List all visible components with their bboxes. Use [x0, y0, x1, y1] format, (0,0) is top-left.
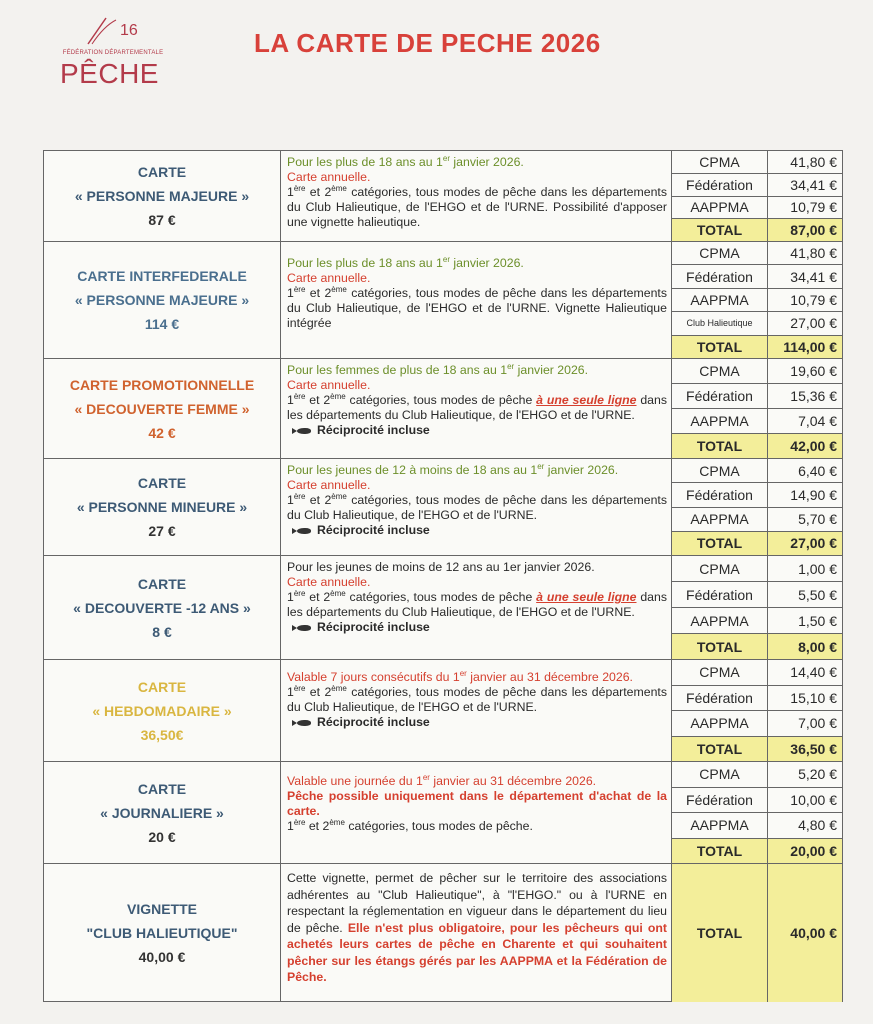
card-description: Pour les jeunes de 12 à moins de 18 ans au 1er janvier 2026. Carte annuelle. 1ère et 2ème catégories, tous modes de pêche dans les départements du Club Halieutique, de l'EHGO et de l'URNE. Réciprocité incluse [287, 461, 667, 537]
price-breakdown: CPMA 14,40 € Fédération 15,10 € AAPPMA 7,00 € TOTAL 36,50 € [671, 660, 842, 761]
total-row: TOTAL 8,00 € [672, 634, 842, 659]
total-row: TOTAL 27,00 € [672, 532, 842, 555]
card-price: 114 € [144, 316, 180, 332]
federation-logo [58, 8, 168, 88]
card-row-vignette [44, 864, 842, 1002]
fish-icon [297, 720, 311, 726]
price-breakdown: CPMA 6,40 € Fédération 14,90 € AAPPMA 5,70 € TOTAL 27,00 € [671, 459, 842, 555]
price-breakdown: CPMA 5,20 € Fédération 10,00 € AAPPMA 4,80 € TOTAL 20,00 € [671, 762, 842, 863]
total-row: TOTAL 87,00 € [672, 219, 842, 241]
card-row-mineure [44, 459, 842, 556]
total-row: TOTAL 40,00 € [672, 864, 842, 1002]
card-price: 40,00 € [138, 949, 186, 965]
card-row-decouverte-12 [44, 556, 842, 660]
card-name-line1: CARTE PROMOTIONNELLE [69, 376, 255, 393]
card-name-line2: « PERSONNE MINEURE » [76, 499, 248, 515]
card-name-line2: « PERSONNE MAJEURE » [74, 292, 250, 308]
price-breakdown [671, 864, 842, 1002]
card-name [44, 864, 281, 1002]
price-grid [43, 150, 843, 1002]
card-name-line1: CARTE [137, 780, 187, 797]
card-row-decouverte-femme [44, 359, 842, 459]
card-price: 36,50€ [140, 726, 184, 743]
card-name [44, 242, 281, 358]
card-name-line1: CARTE [137, 575, 187, 592]
card-row-majeure [44, 151, 842, 242]
price-breakdown: CPMA 41,80 € Fédération 34,41 € AAPPMA 10,79 € TOTAL 87,00 € [671, 151, 842, 241]
fish-icon [297, 625, 311, 631]
card-name-line2: « JOURNALIERE » [100, 804, 224, 821]
card-name-line2: « PERSONNE MAJEURE » [74, 188, 250, 204]
total-row: TOTAL 114,00 € [672, 336, 842, 358]
card-name [44, 151, 281, 241]
logo-federation: FÉDÉRATION DÉPARTEMENTALE [62, 50, 164, 56]
card-name-line2: « DECOUVERTE FEMME » [74, 400, 250, 417]
card-price: 8 € [152, 623, 172, 640]
card-price: 27 € [148, 523, 176, 539]
card-name [44, 660, 281, 761]
card-name-line1: CARTE [137, 164, 187, 180]
price-breakdown: CPMA 41,80 € Fédération 34,41 € AAPPMA 10,79 € Club Halieutique 27,00 € TOTAL 114,00 € [671, 242, 842, 358]
card-row-interfederale [44, 242, 842, 359]
card-name-line1: CARTE [137, 678, 187, 695]
card-row-journaliere [44, 762, 842, 864]
card-description: Valable une journée du 1er janvier au 31 décembre 2026. Pêche possible uniquement dans le département d'achat de la carte. 1ère et 2ème catégories, tous modes de pêche. [287, 772, 667, 833]
card-name [44, 762, 281, 863]
card-name-line1: CARTE [137, 475, 187, 491]
card-name-line2: "CLUB HALIEUTIQUE" [86, 925, 238, 941]
card-row-hebdomadaire [44, 660, 842, 762]
card-name [44, 459, 281, 555]
card-description: Cette vignette, permet de pêcher sur le territoire des associations adhérentes au "Club Halieutique", à "l'EHGO." ou à l'URNE en respectant la réglementation en vigueur dans le département du lieu de pêche. Elle n'est plus obligatoire, pour les pêcheurs qui ont achetés leurs cartes de pêche en Charente et qui souhaitent pêcher sur les étangs gérés par les AAPPMA et la Fédération de Pêche. [287, 871, 667, 984]
logo-brand: PÊCHE [60, 58, 159, 89]
total-row: TOTAL 20,00 € [672, 839, 842, 864]
total-row: TOTAL 36,50 € [672, 737, 842, 762]
card-description: Valable 7 jours consécutifs du 1er janvier au 31 décembre 2026. 1ère et 2ème catégories, tous modes de pêche dans les départements du Club Halieutique, de l'EHGO et de l'URNE. Réciprocité incluse [287, 668, 667, 729]
fish-icon [297, 528, 311, 534]
card-price: 42 € [148, 424, 176, 441]
page-title: LA CARTE DE PECHE 2026 [254, 28, 601, 58]
card-description: Pour les plus de 18 ans au 1er janvier 2026. Carte annuelle. 1ère et 2ème catégories, tous modes de pêche dans les départements du Club Halieutique, de l'EHGO et de l'URNE. Possibilité d'apposer une vignette halieutique. [287, 153, 667, 229]
total-row: TOTAL 42,00 € [672, 434, 842, 458]
card-name-line2: « HEBDOMADAIRE » [92, 702, 232, 719]
logo-number: 16 [120, 22, 138, 39]
card-name [44, 556, 281, 659]
card-name-line1: CARTE INTERFEDERALE [77, 268, 247, 284]
card-name [44, 359, 281, 458]
card-price: 20 € [148, 828, 176, 845]
card-description: Pour les femmes de plus de 18 ans au 1er janvier 2026. Carte annuelle. 1ère et 2ème catégories, tous modes de pêche à une seule ligne dans les départements du Club Halieutique, de l'EHGO et de l'URNE. Réciprocité incluse [287, 361, 667, 437]
fish-icon [297, 428, 311, 434]
card-name-line2: « DECOUVERTE -12 ANS » [73, 599, 251, 616]
card-description: Pour les plus de 18 ans au 1er janvier 2026. Carte annuelle. 1ère et 2ème catégories, tous modes de pêche dans les départements du Club Halieutique, de l'EHGO et de l'URNE. Vignette Halieutique intégrée [287, 254, 667, 330]
price-breakdown: CPMA 19,60 € Fédération 15,36 € AAPPMA 7,04 € TOTAL 42,00 € [671, 359, 842, 458]
card-name-line1: VIGNETTE [126, 901, 197, 917]
price-breakdown: CPMA 1,00 € Fédération 5,50 € AAPPMA 1,50 € TOTAL 8,00 € [671, 556, 842, 659]
card-description: Pour les jeunes de moins de 12 ans au 1er janvier 2026. Carte annuelle. 1ère et 2ème catégories, tous modes de pêche à une seule ligne dans les départements du Club Halieutique, de l'EHGO et de l'URNE. Réciprocité incluse [287, 560, 667, 634]
card-price: 87 € [148, 212, 176, 228]
